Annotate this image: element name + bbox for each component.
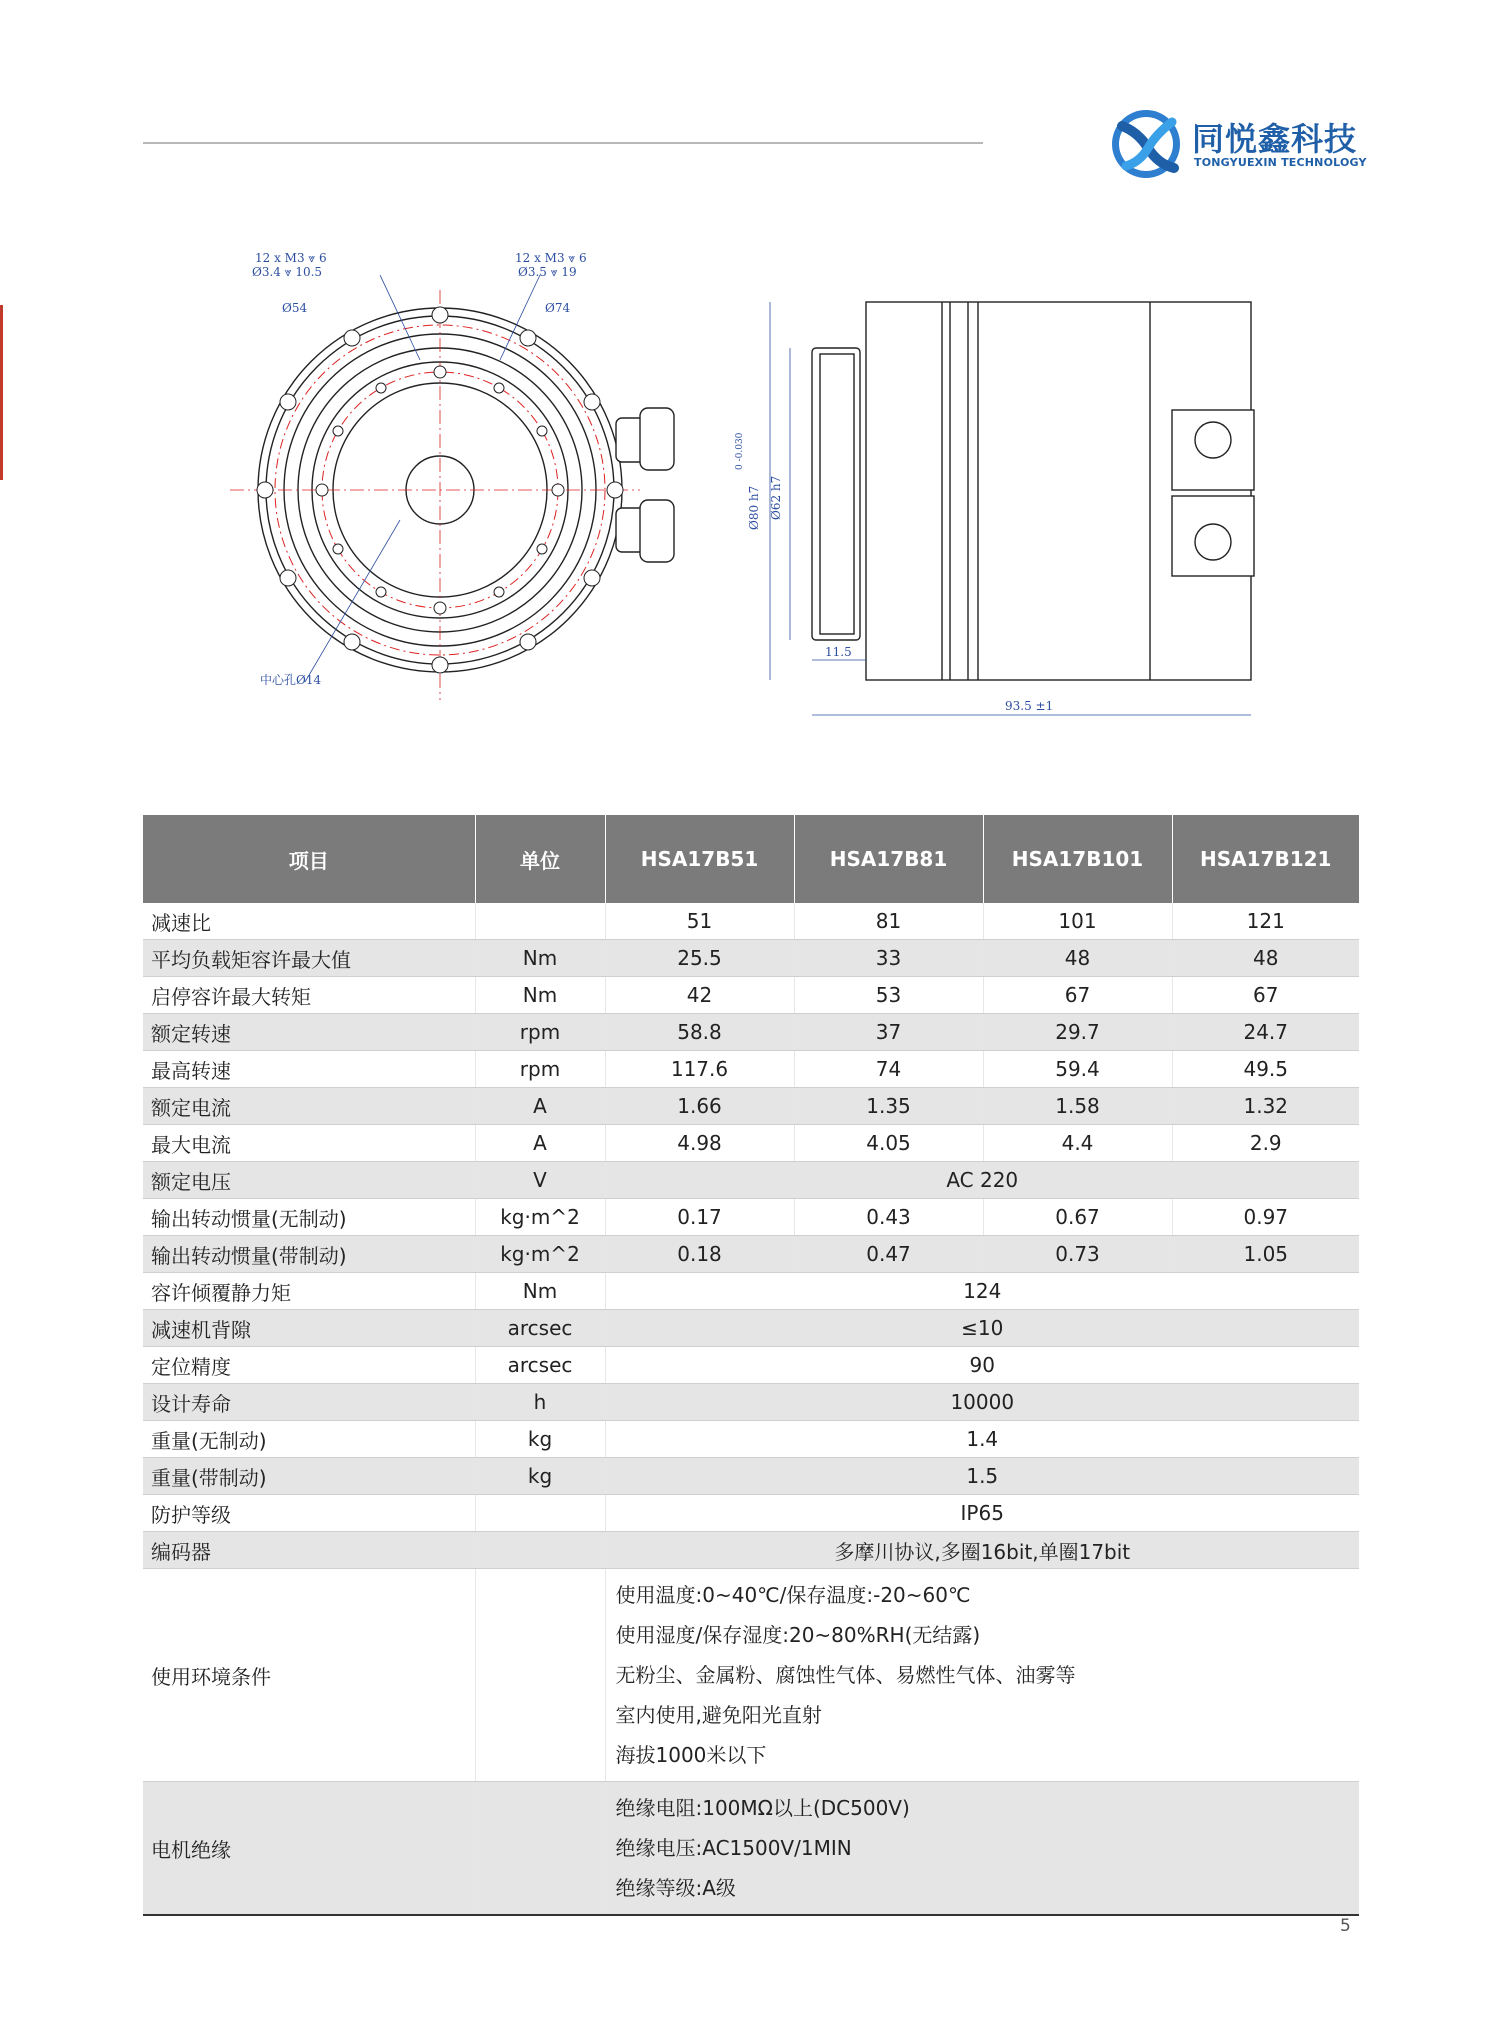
row-unit bbox=[475, 903, 605, 940]
row-item: 输出转动惯量(无制动) bbox=[143, 1199, 475, 1236]
table-row bbox=[143, 1236, 1359, 1273]
table-row bbox=[143, 1088, 1359, 1125]
row-item: 额定转速 bbox=[143, 1014, 475, 1051]
row-unit: Nm bbox=[475, 1273, 605, 1310]
row-unit bbox=[475, 1495, 605, 1532]
row-value: 4.98 bbox=[605, 1125, 794, 1162]
row-value: 117.6 bbox=[605, 1051, 794, 1088]
dim-holes-left-2: Ø3.4 ⩔ 10.5 bbox=[252, 265, 323, 279]
row-value: 48 bbox=[1172, 940, 1359, 977]
insulation-specs bbox=[605, 1782, 1359, 1916]
header-model-3: HSA17B101 bbox=[983, 815, 1172, 903]
row-value-span: 124 bbox=[605, 1273, 1359, 1310]
row-value: 25.5 bbox=[605, 940, 794, 977]
table-row bbox=[143, 1125, 1359, 1162]
dim-holes-right-2: Ø3.5 ⩔ 19 bbox=[518, 265, 577, 279]
environment-line: 无粉尘、金属粉、腐蚀性气体、易燃性气体、油雾等 bbox=[615, 1663, 1076, 1687]
row-item: 定位精度 bbox=[143, 1347, 475, 1384]
environment-line: 使用温度:0~40℃/保存温度:-20~60℃ bbox=[615, 1583, 971, 1607]
row-value: 0.73 bbox=[983, 1236, 1172, 1273]
row-value: 67 bbox=[983, 977, 1172, 1014]
row-unit bbox=[475, 1782, 605, 1916]
row-item: 编码器 bbox=[143, 1532, 475, 1569]
dim-total-length: 93.5 ±1 bbox=[1005, 699, 1054, 713]
row-value: 1.35 bbox=[794, 1088, 983, 1125]
dim-holes-right-1: 12 x M3 ⩔ 6 bbox=[515, 251, 587, 265]
row-value: 0.97 bbox=[1172, 1199, 1359, 1236]
row-item: 平均负载矩容许最大值 bbox=[143, 940, 475, 977]
row-value: 58.8 bbox=[605, 1014, 794, 1051]
table-row bbox=[143, 1532, 1359, 1569]
row-value: 1.66 bbox=[605, 1088, 794, 1125]
dim-holes-left-1: 12 x M3 ⩔ 6 bbox=[255, 251, 327, 265]
row-value-span: 1.4 bbox=[605, 1421, 1359, 1458]
row-item: 设计寿命 bbox=[143, 1384, 475, 1421]
row-unit: arcsec bbox=[475, 1310, 605, 1347]
table-row bbox=[143, 1347, 1359, 1384]
row-item: 容许倾覆静力矩 bbox=[143, 1273, 475, 1310]
dim-d80: Ø80 h7 bbox=[747, 485, 761, 530]
insulation-line: 绝缘电阻:100MΩ以上(DC500V) bbox=[615, 1796, 910, 1820]
table-row bbox=[143, 1310, 1359, 1347]
row-value-span: ≤10 bbox=[605, 1310, 1359, 1347]
company-logo bbox=[1108, 104, 1388, 184]
environment-conditions bbox=[605, 1569, 1359, 1782]
row-value: 49.5 bbox=[1172, 1051, 1359, 1088]
row-value: 101 bbox=[983, 903, 1172, 940]
row-value: 1.32 bbox=[1172, 1088, 1359, 1125]
row-value: 1.58 bbox=[983, 1088, 1172, 1125]
row-value: 0.17 bbox=[605, 1199, 794, 1236]
row-unit: A bbox=[475, 1125, 605, 1162]
technical-drawing bbox=[230, 248, 1280, 728]
row-item: 使用环境条件 bbox=[143, 1569, 475, 1782]
row-value: 121 bbox=[1172, 903, 1359, 940]
table-row bbox=[143, 1495, 1359, 1532]
spec-table bbox=[143, 815, 1359, 1916]
row-value: 4.4 bbox=[983, 1125, 1172, 1162]
table-header-row bbox=[143, 815, 1359, 903]
logo-icon bbox=[1108, 104, 1188, 184]
row-value-span: 90 bbox=[605, 1347, 1359, 1384]
row-value-span: IP65 bbox=[605, 1495, 1359, 1532]
header-model-1: HSA17B51 bbox=[605, 815, 794, 903]
dim-center-hole: 中心孔Ø14 bbox=[260, 673, 322, 687]
row-value: 74 bbox=[794, 1051, 983, 1088]
logo-title: 同悦鑫科技 bbox=[1192, 120, 1358, 158]
header-model-4: HSA17B121 bbox=[1172, 815, 1359, 903]
dim-tolerance: 0 -0.030 bbox=[735, 432, 745, 470]
row-unit: V bbox=[475, 1162, 605, 1199]
row-value-span: 1.5 bbox=[605, 1458, 1359, 1495]
row-unit: kg·m^2 bbox=[475, 1236, 605, 1273]
row-value: 4.05 bbox=[794, 1125, 983, 1162]
row-value: 37 bbox=[794, 1014, 983, 1051]
row-item: 减速机背隙 bbox=[143, 1310, 475, 1347]
dim-length-11-5: 11.5 bbox=[825, 645, 852, 659]
row-item: 最大电流 bbox=[143, 1125, 475, 1162]
row-unit: arcsec bbox=[475, 1347, 605, 1384]
dim-d62: Ø62 h7 bbox=[769, 475, 783, 520]
page-number: 5 bbox=[1340, 1916, 1351, 1936]
table-row-insulation bbox=[143, 1782, 1359, 1916]
row-unit: kg bbox=[475, 1458, 605, 1495]
row-value: 59.4 bbox=[983, 1051, 1172, 1088]
row-value: 53 bbox=[794, 977, 983, 1014]
table-row bbox=[143, 1273, 1359, 1310]
dim-d74: Ø74 bbox=[545, 301, 571, 315]
environment-line: 使用湿度/保存湿度:20~80%RH(无结露) bbox=[615, 1623, 981, 1647]
row-unit: rpm bbox=[475, 1051, 605, 1088]
table-row bbox=[143, 977, 1359, 1014]
table-row bbox=[143, 1421, 1359, 1458]
row-unit: kg bbox=[475, 1421, 605, 1458]
row-value: 0.18 bbox=[605, 1236, 794, 1273]
row-value: 81 bbox=[794, 903, 983, 940]
row-value: 0.47 bbox=[794, 1236, 983, 1273]
row-unit bbox=[475, 1532, 605, 1569]
row-value-span: 10000 bbox=[605, 1384, 1359, 1421]
row-item: 电机绝缘 bbox=[143, 1782, 475, 1916]
header-item: 项目 bbox=[143, 815, 475, 903]
table-row bbox=[143, 1051, 1359, 1088]
insulation-line: 绝缘电压:AC1500V/1MIN bbox=[615, 1836, 852, 1860]
header-unit: 单位 bbox=[475, 815, 605, 903]
row-unit: Nm bbox=[475, 977, 605, 1014]
table-row bbox=[143, 903, 1359, 940]
header-divider bbox=[143, 142, 983, 144]
row-item: 额定电流 bbox=[143, 1088, 475, 1125]
row-item: 启停容许最大转矩 bbox=[143, 977, 475, 1014]
row-value: 48 bbox=[983, 940, 1172, 977]
row-item: 减速比 bbox=[143, 903, 475, 940]
environment-line: 海拔1000米以下 bbox=[615, 1743, 767, 1767]
dim-d54: Ø54 bbox=[282, 301, 308, 315]
table-row-environment bbox=[143, 1569, 1359, 1782]
row-item: 输出转动惯量(带制动) bbox=[143, 1236, 475, 1273]
row-value: 0.67 bbox=[983, 1199, 1172, 1236]
row-unit: A bbox=[475, 1088, 605, 1125]
row-unit: h bbox=[475, 1384, 605, 1421]
row-value: 42 bbox=[605, 977, 794, 1014]
row-item: 最高转速 bbox=[143, 1051, 475, 1088]
row-value-span: AC 220 bbox=[605, 1162, 1359, 1199]
front-view bbox=[230, 275, 674, 700]
row-item: 防护等级 bbox=[143, 1495, 475, 1532]
table-row bbox=[143, 1384, 1359, 1421]
row-value: 2.9 bbox=[1172, 1125, 1359, 1162]
row-item: 重量(无制动) bbox=[143, 1421, 475, 1458]
row-value: 29.7 bbox=[983, 1014, 1172, 1051]
row-value: 24.7 bbox=[1172, 1014, 1359, 1051]
header-model-2: HSA17B81 bbox=[794, 815, 983, 903]
row-unit: kg·m^2 bbox=[475, 1199, 605, 1236]
row-value: 51 bbox=[605, 903, 794, 940]
row-unit: Nm bbox=[475, 940, 605, 977]
table-row bbox=[143, 940, 1359, 977]
row-unit bbox=[475, 1569, 605, 1782]
environment-line: 室内使用,避免阳光直射 bbox=[615, 1703, 822, 1727]
row-item: 重量(带制动) bbox=[143, 1458, 475, 1495]
logo-subtitle: TONGYUEXIN TECHNOLOGY bbox=[1194, 156, 1367, 169]
table-row bbox=[143, 1199, 1359, 1236]
row-unit: rpm bbox=[475, 1014, 605, 1051]
page-edge-marker bbox=[0, 305, 3, 480]
table-row bbox=[143, 1162, 1359, 1199]
row-value: 0.43 bbox=[794, 1199, 983, 1236]
row-value: 67 bbox=[1172, 977, 1359, 1014]
insulation-line: 绝缘等级:A级 bbox=[615, 1876, 736, 1900]
table-row bbox=[143, 1014, 1359, 1051]
row-value: 1.05 bbox=[1172, 1236, 1359, 1273]
row-value-span: 多摩川协议,多圈16bit,单圈17bit bbox=[605, 1532, 1359, 1569]
row-item: 额定电压 bbox=[143, 1162, 475, 1199]
row-value: 33 bbox=[794, 940, 983, 977]
table-row bbox=[143, 1458, 1359, 1495]
